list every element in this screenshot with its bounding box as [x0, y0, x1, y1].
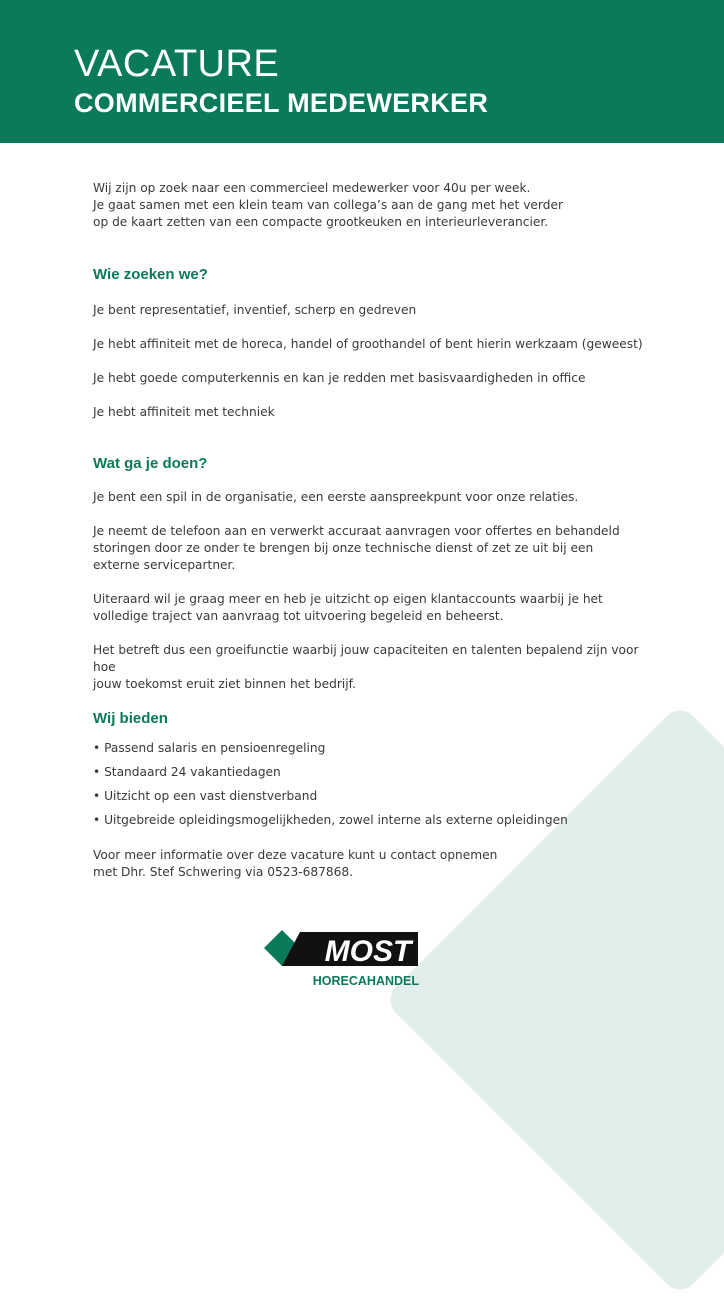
contact-info	[93, 847, 663, 881]
task-paragraph: Je bent een spil in de organisatie, een eerste aanspreekpunt voor onze relaties.	[93, 490, 579, 504]
header-banner	[0, 0, 724, 143]
company-logo	[262, 928, 422, 990]
intro-line: Je gaat samen met een klein team van collega’s aan de gang met het verder	[93, 198, 563, 212]
task-paragraph	[93, 591, 663, 625]
intro-line: op de kaart zetten van een compacte grootkeuken en interieurleverancier.	[93, 215, 549, 229]
benefit-item: • Passend salaris en pensioenregeling	[93, 741, 326, 755]
task-paragraph	[93, 523, 663, 574]
section-heading-wij-bieden: Wij bieden	[93, 710, 168, 727]
contact-line: Voor meer informatie over deze vacature kunt u contact opnemen	[93, 848, 498, 862]
benefit-item: • Uitgebreide opleidingsmogelijkheden, zowel interne als externe opleidingen	[93, 813, 568, 827]
requirement-item: Je hebt goede computerkennis en kan je redden met basisvaardigheden in office	[93, 371, 586, 385]
section-heading-wie-zoeken: Wie zoeken we?	[93, 266, 208, 283]
task-line: storingen door ze onder te brengen bij onze technische dienst of zet ze uit bij een	[93, 541, 594, 555]
task-line: jouw toekomst eruit ziet binnen het bedrijf.	[93, 677, 356, 691]
requirement-item: Je hebt affiniteit met de horeca, handel of groothandel of bent hierin werkzaam (geweest)	[93, 337, 643, 351]
logo-brand-text: MOST	[324, 935, 412, 968]
section-heading-wat-doen: Wat ga je doen?	[93, 455, 208, 472]
intro-text	[93, 180, 663, 231]
task-paragraph	[93, 642, 663, 693]
task-line: externe servicepartner.	[93, 558, 236, 572]
task-line: Je neemt de telefoon aan en verwerkt accuraat aanvragen voor offertes en behandeld	[93, 524, 620, 538]
task-line: volledige traject van aanvraag tot uitvoering begeleid en beheerst.	[93, 609, 504, 623]
decorative-diamond	[383, 703, 724, 1297]
page-title-line2: COMMERCIEEL MEDEWERKER	[74, 88, 489, 118]
requirement-item: Je hebt affiniteit met techniek	[93, 405, 275, 419]
contact-line: met Dhr. Stef Schwering via 0523-687868.	[93, 865, 354, 879]
page-title-line1: VACATURE	[74, 43, 280, 85]
intro-line: Wij zijn op zoek naar een commercieel medewerker voor 40u per week.	[93, 181, 531, 195]
most-logo-mark	[262, 928, 422, 990]
benefit-item: • Standaard 24 vakantiedagen	[93, 765, 281, 779]
requirement-item: Je bent representatief, inventief, scherp en gedreven	[93, 303, 417, 317]
task-line: Het betreft dus een groeifunctie waarbij jouw capaciteiten en talenten bepalend zijn voor hoe	[93, 643, 639, 674]
benefit-item: • Uitzicht op een vast dienstverband	[93, 789, 318, 803]
logo-sub-text: HORECAHANDEL	[312, 974, 419, 988]
task-line: Uiteraard wil je graag meer en heb je uitzicht op eigen klantaccounts waarbij je het	[93, 592, 603, 606]
